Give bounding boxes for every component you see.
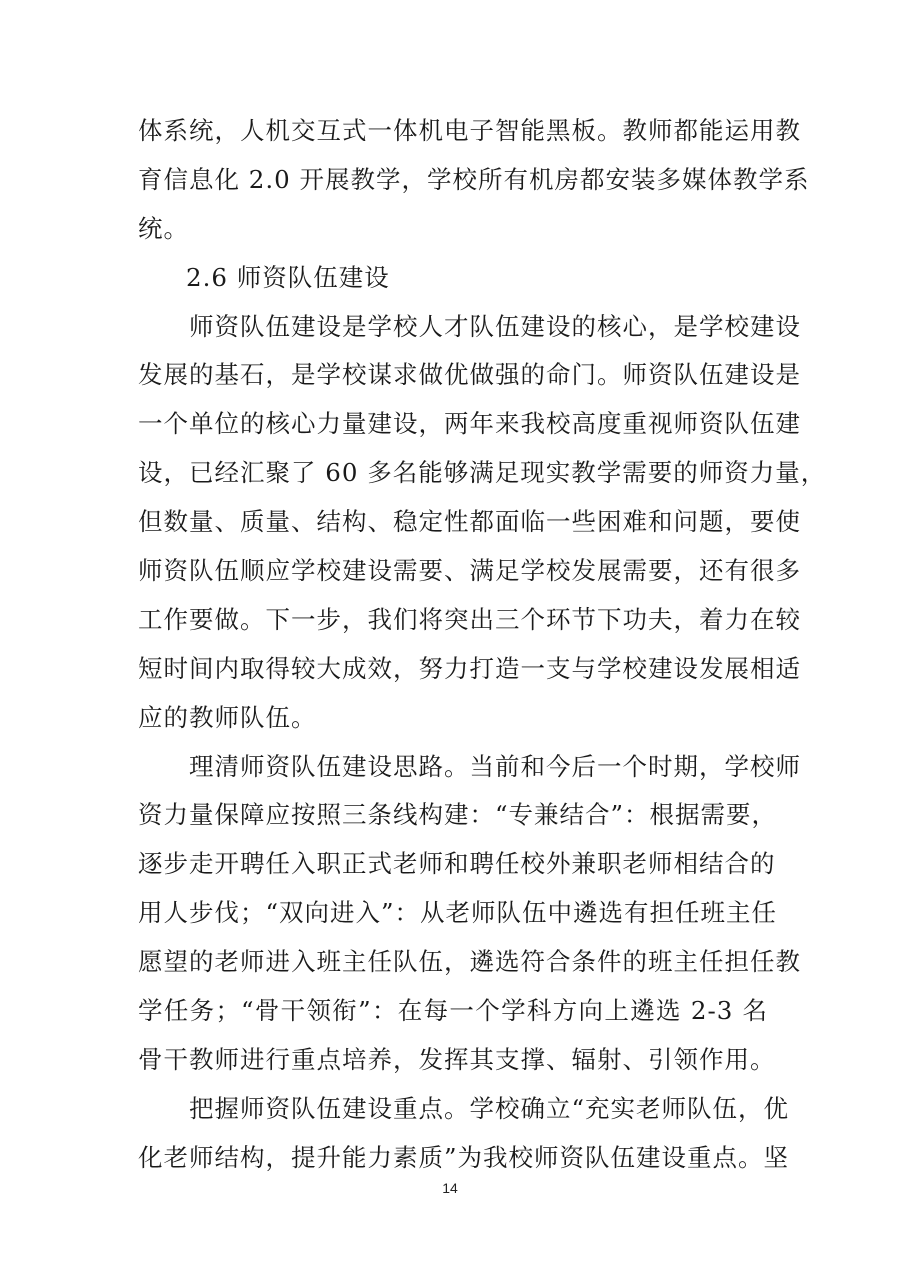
text-line: 统。 xyxy=(138,214,189,243)
paragraph-line: 应的教师队伍。 xyxy=(138,703,317,732)
paragraph-line: 工作要做。下一步，我们将突出三个环节下功夫，着力在较 xyxy=(138,605,801,634)
text-line: 体系统，人机交互式一体机电子智能黑板。教师都能运用教 xyxy=(138,116,801,145)
paragraph-line: 师资队伍顺应学校建设需要、满足学校发展需要，还有很多 xyxy=(138,556,801,585)
paragraph-line: 骨干教师进行重点培养，发挥其支撑、辐射、引领作用。 xyxy=(138,1045,776,1074)
page-number: 14 xyxy=(442,1180,458,1196)
paragraph-line: 逐步走开聘任入职正式老师和聘任校外兼职老师相结合的 xyxy=(138,849,776,878)
section-heading: 2.6 师资队伍建设 xyxy=(186,263,390,292)
paragraph-line: 化老师结构，提升能力素质”为我校师资队伍建设重点。坚 xyxy=(138,1143,790,1172)
paragraph-line: 短时间内取得较大成效，努力打造一支与学校建设发展相适 xyxy=(138,654,801,683)
paragraph-line: 师资队伍建设是学校人才队伍建设的核心，是学校建设 xyxy=(138,312,801,341)
paragraph-line: 但数量、质量、结构、稳定性都面临一些困难和问题，要使 xyxy=(138,507,801,536)
paragraph-line: 一个单位的核心力量建设，两年来我校高度重视师资队伍建 xyxy=(138,409,801,438)
text-line: 育信息化 2.0 开展教学，学校所有机房都安装多媒体教学系 xyxy=(138,165,810,194)
paragraph-line: 用人步伐；“双向进入”：从老师队伍中遴选有担任班主任 xyxy=(138,898,778,927)
paragraph-line: 资力量保障应按照三条线构建：“专兼结合”：根据需要， xyxy=(138,800,778,829)
paragraph-line: 发展的基石，是学校谋求做优做强的命门。师资队伍建设是 xyxy=(138,360,801,389)
paragraph-line: 设，已经汇聚了 60 多名能够满足现实教学需要的师资力量， xyxy=(138,458,827,487)
paragraph-line: 把握师资队伍建设重点。学校确立“充实老师队伍，优 xyxy=(138,1094,790,1123)
paragraph-line: 学任务；“骨干领衔”：在每一个学科方向上遴选 2-3 名 xyxy=(138,996,768,1025)
paragraph-line: 愿望的老师进入班主任队伍，遴选符合条件的班主任担任教 xyxy=(138,947,801,976)
paragraph-line: 理清师资队伍建设思路。当前和今后一个时期，学校师 xyxy=(138,752,801,781)
